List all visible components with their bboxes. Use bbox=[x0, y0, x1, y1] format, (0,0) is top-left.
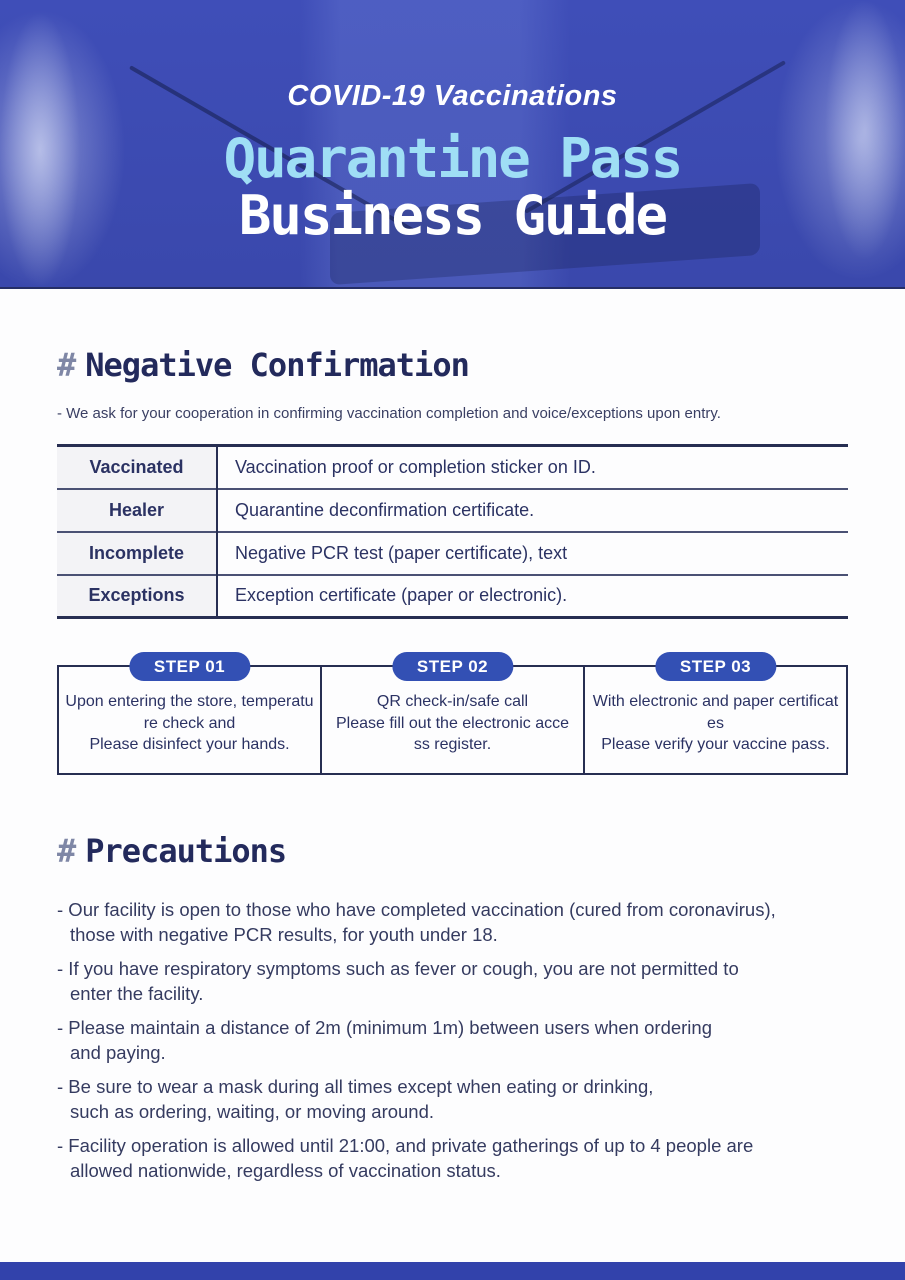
precaution-item bbox=[57, 1015, 848, 1065]
section-title-text: Precautions bbox=[85, 832, 287, 870]
hash-icon: # bbox=[57, 832, 76, 870]
row-desc: Vaccination proof or completion sticker on ID. bbox=[235, 456, 596, 477]
precaution-line: - Our facility is open to those who have completed vaccination (cured from coronavirus), bbox=[57, 899, 776, 920]
step-text-line: With electronic and paper certificat bbox=[592, 693, 839, 710]
step-text bbox=[59, 691, 320, 756]
row-label: Exceptions bbox=[57, 575, 217, 618]
precaution-item bbox=[57, 897, 848, 947]
step-text-line: Please fill out the electronic acce bbox=[335, 714, 569, 732]
confirmation-table bbox=[57, 444, 848, 619]
step-text-line: es bbox=[707, 714, 724, 732]
step-badge: STEP 02 bbox=[392, 652, 513, 681]
precautions-list bbox=[57, 897, 848, 1183]
row-label: Vaccinated bbox=[57, 446, 217, 489]
section-heading-precautions bbox=[57, 832, 848, 870]
row-label: Incomplete bbox=[57, 532, 217, 575]
table-row bbox=[57, 532, 848, 575]
precaution-line: and paying. bbox=[70, 1042, 166, 1063]
precaution-line: allowed nationwide, regardless of vaccination status. bbox=[70, 1160, 501, 1181]
precaution-item bbox=[57, 1133, 848, 1183]
step-text bbox=[322, 691, 583, 756]
precaution-line: those with negative PCR results, for youth under 18. bbox=[70, 924, 498, 945]
hero-banner bbox=[0, 0, 905, 289]
step-text-line: ss register. bbox=[413, 736, 492, 753]
steps-row bbox=[57, 657, 848, 775]
step-text-line: Please verify your vaccine pass. bbox=[601, 736, 830, 753]
precaution-line: - Facility operation is allowed until 21:00, and private gatherings of up to 4 people are bbox=[57, 1135, 754, 1156]
row-desc: Negative PCR test (paper certificate), text bbox=[217, 532, 848, 575]
table-row bbox=[57, 489, 848, 532]
row-desc: Quarantine deconfirmation certificate. bbox=[217, 489, 848, 532]
hero-title-line2: Business Guide bbox=[238, 184, 667, 247]
precaution-line: - Be sure to wear a mask during all times except when eating or drinking, bbox=[57, 1076, 654, 1097]
table-row bbox=[57, 575, 848, 618]
hero-text-block bbox=[0, 80, 905, 247]
precaution-item bbox=[57, 1074, 848, 1124]
precaution-line: - Please maintain a distance of 2m (minimum 1m) between users when ordering bbox=[57, 1017, 712, 1038]
step-card-1 bbox=[57, 657, 322, 775]
precaution-line: such as ordering, waiting, or moving around. bbox=[70, 1101, 435, 1122]
footer-bar bbox=[0, 1262, 905, 1280]
step-text-line: QR check-in/safe call bbox=[376, 693, 529, 710]
step-card-3 bbox=[585, 657, 848, 775]
step-card-2 bbox=[322, 657, 585, 775]
intro-text: - We ask for your cooperation in confirming vaccination completion and voice/exceptions upon entry. bbox=[57, 405, 721, 422]
precaution-line: - If you have respiratory symptoms such as fever or cough, you are not permitted to bbox=[57, 958, 739, 979]
step-text-line: Upon entering the store, temperatu bbox=[65, 693, 314, 710]
hash-icon: # bbox=[57, 346, 76, 384]
step-text-line: Please disinfect your hands. bbox=[89, 736, 290, 753]
section-title-text: Negative Confirmation bbox=[85, 346, 469, 384]
step-text-line: re check and bbox=[143, 714, 236, 732]
step-badge: STEP 03 bbox=[655, 652, 776, 681]
precaution-item bbox=[57, 956, 848, 1006]
poster-content bbox=[0, 346, 905, 1183]
step-text bbox=[585, 691, 846, 756]
table-row bbox=[57, 446, 848, 489]
hero-subtitle: COVID-19 Vaccinations bbox=[287, 80, 618, 112]
section-heading-negative-confirmation bbox=[57, 346, 848, 384]
row-desc: Exception certificate (paper or electronic). bbox=[217, 575, 848, 618]
step-badge: STEP 01 bbox=[129, 652, 250, 681]
row-label: Healer bbox=[57, 489, 217, 532]
precaution-line: enter the facility. bbox=[70, 983, 204, 1004]
hero-title-line1: Quarantine Pass bbox=[223, 127, 682, 190]
